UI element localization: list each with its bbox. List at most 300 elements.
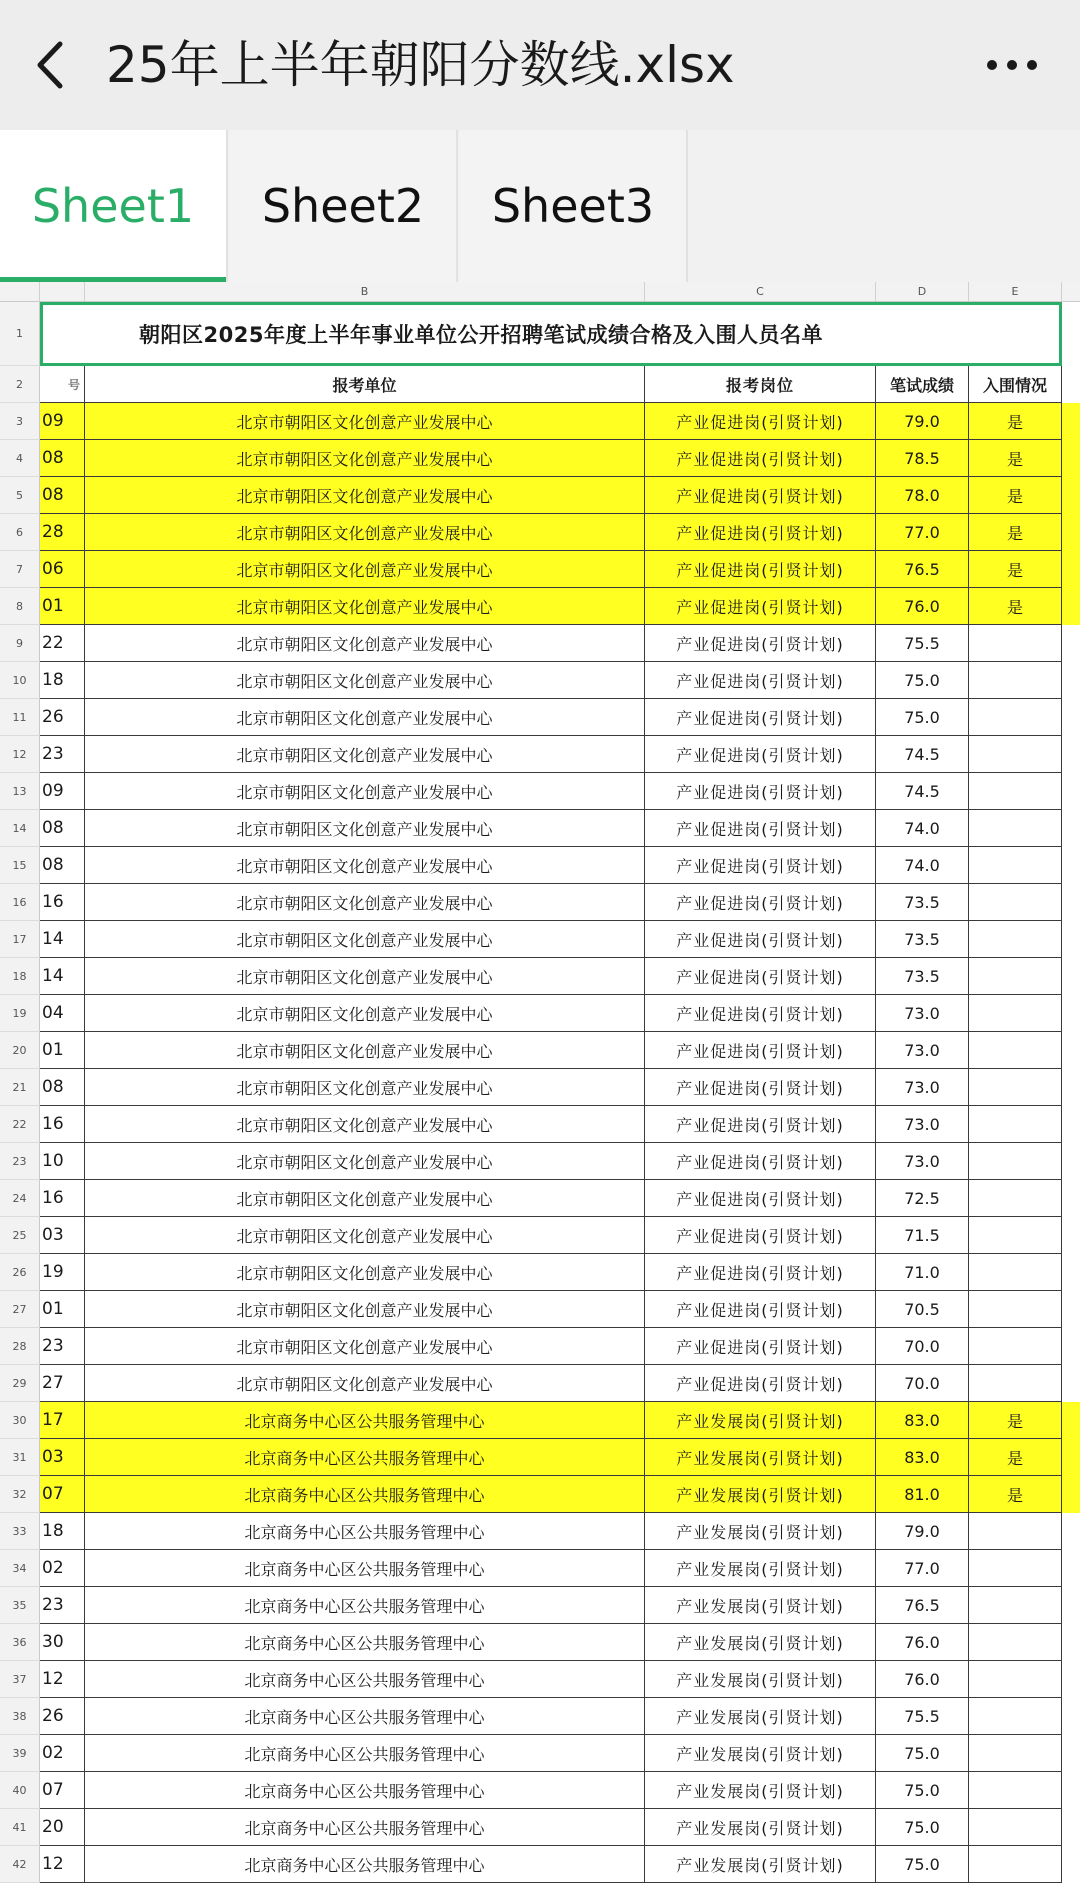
cell-score[interactable]: 79.0 bbox=[876, 403, 969, 440]
cell-extra[interactable] bbox=[1062, 1624, 1080, 1661]
cell-post[interactable]: 产业促进岗(引贤计划) bbox=[645, 699, 876, 736]
cell-extra[interactable] bbox=[1062, 403, 1080, 440]
row-number[interactable]: 4 bbox=[0, 440, 40, 477]
cell-extra[interactable] bbox=[1062, 1143, 1080, 1180]
cell-status[interactable] bbox=[969, 736, 1062, 773]
cell-status[interactable] bbox=[969, 662, 1062, 699]
column-header-e[interactable]: E bbox=[969, 282, 1062, 302]
header-cell-id[interactable]: 号 bbox=[40, 366, 85, 403]
cell-post[interactable]: 产业发展岗(引贤计划) bbox=[645, 1624, 876, 1661]
cell-score[interactable]: 71.5 bbox=[876, 1217, 969, 1254]
cell-id[interactable]: 01 bbox=[40, 1291, 85, 1328]
cell-post[interactable]: 产业发展岗(引贤计划) bbox=[645, 1661, 876, 1698]
cell-extra[interactable] bbox=[1062, 1032, 1080, 1069]
cell-unit[interactable]: 北京商务中心区公共服务管理中心 bbox=[85, 1661, 645, 1698]
row-number[interactable]: 19 bbox=[0, 995, 40, 1032]
cell-status[interactable] bbox=[969, 1069, 1062, 1106]
cell-id[interactable]: 06 bbox=[40, 551, 85, 588]
cell-score[interactable]: 76.5 bbox=[876, 1587, 969, 1624]
tab-sheet1[interactable]: Sheet1 bbox=[0, 130, 228, 282]
cell-score[interactable]: 75.5 bbox=[876, 625, 969, 662]
tab-sheet3[interactable]: Sheet3 bbox=[460, 130, 688, 282]
cell-id[interactable]: 09 bbox=[40, 403, 85, 440]
row-number[interactable]: 9 bbox=[0, 625, 40, 662]
cell-score[interactable]: 73.5 bbox=[876, 958, 969, 995]
cell-extra[interactable] bbox=[1062, 1439, 1080, 1476]
cell-unit[interactable]: 北京市朝阳区文化创意产业发展中心 bbox=[85, 1143, 645, 1180]
cell-status[interactable] bbox=[969, 1180, 1062, 1217]
row-number[interactable]: 22 bbox=[0, 1106, 40, 1143]
cell-status[interactable]: 是 bbox=[969, 440, 1062, 477]
cell-status[interactable] bbox=[969, 1217, 1062, 1254]
row-number[interactable]: 42 bbox=[0, 1846, 40, 1883]
cell-id[interactable]: 18 bbox=[40, 1513, 85, 1550]
row-number[interactable]: 32 bbox=[0, 1476, 40, 1513]
cell-unit[interactable]: 北京商务中心区公共服务管理中心 bbox=[85, 1809, 645, 1846]
cell-post[interactable]: 产业促进岗(引贤计划) bbox=[645, 958, 876, 995]
cell-post[interactable]: 产业促进岗(引贤计划) bbox=[645, 588, 876, 625]
cell-post[interactable]: 产业促进岗(引贤计划) bbox=[645, 551, 876, 588]
cell-id[interactable]: 04 bbox=[40, 995, 85, 1032]
cell-score[interactable]: 70.0 bbox=[876, 1328, 969, 1365]
cell-post[interactable]: 产业促进岗(引贤计划) bbox=[645, 1254, 876, 1291]
cell-unit[interactable]: 北京商务中心区公共服务管理中心 bbox=[85, 1513, 645, 1550]
cell-id[interactable]: 19 bbox=[40, 1254, 85, 1291]
cell-unit[interactable]: 北京市朝阳区文化创意产业发展中心 bbox=[85, 884, 645, 921]
row-number[interactable]: 2 bbox=[0, 366, 40, 403]
cell-status[interactable]: 是 bbox=[969, 403, 1062, 440]
cell-extra[interactable] bbox=[1062, 1550, 1080, 1587]
cell-post[interactable]: 产业发展岗(引贤计划) bbox=[645, 1846, 876, 1883]
cell-score[interactable]: 70.5 bbox=[876, 1291, 969, 1328]
cell-unit[interactable]: 北京市朝阳区文化创意产业发展中心 bbox=[85, 810, 645, 847]
cell-id[interactable]: 27 bbox=[40, 1365, 85, 1402]
cell-id[interactable]: 03 bbox=[40, 1217, 85, 1254]
cell-id[interactable]: 07 bbox=[40, 1772, 85, 1809]
cell-unit[interactable]: 北京商务中心区公共服务管理中心 bbox=[85, 1698, 645, 1735]
cell-status[interactable]: 是 bbox=[969, 1439, 1062, 1476]
cell-unit[interactable]: 北京商务中心区公共服务管理中心 bbox=[85, 1587, 645, 1624]
cell-unit[interactable]: 北京商务中心区公共服务管理中心 bbox=[85, 1624, 645, 1661]
cell-score[interactable]: 74.5 bbox=[876, 736, 969, 773]
cell-score[interactable]: 75.0 bbox=[876, 1735, 969, 1772]
cell-unit[interactable]: 北京市朝阳区文化创意产业发展中心 bbox=[85, 1328, 645, 1365]
cell-id[interactable]: 14 bbox=[40, 958, 85, 995]
cell-extra[interactable] bbox=[1062, 1661, 1080, 1698]
cell-score[interactable]: 76.5 bbox=[876, 551, 969, 588]
row-number[interactable]: 30 bbox=[0, 1402, 40, 1439]
cell-post[interactable]: 产业促进岗(引贤计划) bbox=[645, 662, 876, 699]
cell-post[interactable]: 产业促进岗(引贤计划) bbox=[645, 736, 876, 773]
cell-score[interactable]: 76.0 bbox=[876, 1624, 969, 1661]
row-number[interactable]: 16 bbox=[0, 884, 40, 921]
cell-unit[interactable]: 北京市朝阳区文化创意产业发展中心 bbox=[85, 1254, 645, 1291]
cell-post[interactable]: 产业促进岗(引贤计划) bbox=[645, 625, 876, 662]
cell-score[interactable]: 81.0 bbox=[876, 1476, 969, 1513]
cell-post[interactable]: 产业发展岗(引贤计划) bbox=[645, 1772, 876, 1809]
cell-extra[interactable] bbox=[1062, 921, 1080, 958]
cell-extra[interactable] bbox=[1062, 1809, 1080, 1846]
row-number[interactable]: 13 bbox=[0, 773, 40, 810]
cell-post[interactable]: 产业促进岗(引贤计划) bbox=[645, 1143, 876, 1180]
cell-extra[interactable] bbox=[1062, 440, 1080, 477]
cell-id[interactable]: 18 bbox=[40, 662, 85, 699]
cell-status[interactable]: 是 bbox=[969, 477, 1062, 514]
cell-score[interactable]: 75.0 bbox=[876, 699, 969, 736]
cell-status[interactable] bbox=[969, 1291, 1062, 1328]
cell-id[interactable]: 23 bbox=[40, 736, 85, 773]
cell-id[interactable]: 16 bbox=[40, 884, 85, 921]
cell-post[interactable]: 产业促进岗(引贤计划) bbox=[645, 847, 876, 884]
corner-cell[interactable] bbox=[0, 282, 40, 302]
cell-extra[interactable] bbox=[1062, 884, 1080, 921]
row-number[interactable]: 18 bbox=[0, 958, 40, 995]
cell-unit[interactable]: 北京市朝阳区文化创意产业发展中心 bbox=[85, 1069, 645, 1106]
cell-status[interactable] bbox=[969, 1809, 1062, 1846]
cell-status[interactable] bbox=[969, 625, 1062, 662]
row-number[interactable]: 28 bbox=[0, 1328, 40, 1365]
cell-id[interactable]: 08 bbox=[40, 810, 85, 847]
cell-status[interactable] bbox=[969, 847, 1062, 884]
cell-score[interactable]: 76.0 bbox=[876, 588, 969, 625]
header-cell-score[interactable]: 笔试成绩 bbox=[876, 366, 969, 403]
cell-status[interactable]: 是 bbox=[969, 551, 1062, 588]
cell-id[interactable]: 03 bbox=[40, 1439, 85, 1476]
cell-extra[interactable] bbox=[1062, 1069, 1080, 1106]
cell-post[interactable]: 产业促进岗(引贤计划) bbox=[645, 403, 876, 440]
header-cell-status[interactable]: 入围情况 bbox=[969, 366, 1062, 403]
cell-unit[interactable]: 北京市朝阳区文化创意产业发展中心 bbox=[85, 1365, 645, 1402]
cell-score[interactable]: 73.0 bbox=[876, 1143, 969, 1180]
row-number[interactable]: 41 bbox=[0, 1809, 40, 1846]
row-number[interactable]: 14 bbox=[0, 810, 40, 847]
row-number[interactable]: 24 bbox=[0, 1180, 40, 1217]
spreadsheet-grid[interactable] bbox=[0, 282, 1080, 1893]
cell-extra[interactable] bbox=[1062, 625, 1080, 662]
cell-score[interactable]: 78.5 bbox=[876, 440, 969, 477]
cell-post[interactable]: 产业促进岗(引贤计划) bbox=[645, 1032, 876, 1069]
cell-extra[interactable] bbox=[1062, 1587, 1080, 1624]
row-number[interactable]: 23 bbox=[0, 1143, 40, 1180]
cell-id[interactable]: 08 bbox=[40, 1069, 85, 1106]
cell-score[interactable]: 77.0 bbox=[876, 1550, 969, 1587]
cell-post[interactable]: 产业促进岗(引贤计划) bbox=[645, 1291, 876, 1328]
cell-status[interactable] bbox=[969, 1328, 1062, 1365]
row-number[interactable]: 37 bbox=[0, 1661, 40, 1698]
cell-unit[interactable]: 北京市朝阳区文化创意产业发展中心 bbox=[85, 1032, 645, 1069]
cell-post[interactable]: 产业促进岗(引贤计划) bbox=[645, 995, 876, 1032]
cell-extra[interactable] bbox=[1062, 1846, 1080, 1883]
cell-id[interactable]: 14 bbox=[40, 921, 85, 958]
row-number[interactable]: 11 bbox=[0, 699, 40, 736]
cell-unit[interactable]: 北京商务中心区公共服务管理中心 bbox=[85, 1550, 645, 1587]
row-number[interactable]: 35 bbox=[0, 1587, 40, 1624]
row-number[interactable]: 5 bbox=[0, 477, 40, 514]
cell-id[interactable]: 08 bbox=[40, 440, 85, 477]
cell-status[interactable] bbox=[969, 699, 1062, 736]
cell-status[interactable]: 是 bbox=[969, 1476, 1062, 1513]
cell-score[interactable]: 75.0 bbox=[876, 662, 969, 699]
row-number[interactable]: 34 bbox=[0, 1550, 40, 1587]
cell-id[interactable]: 07 bbox=[40, 1476, 85, 1513]
cell-post[interactable]: 产业促进岗(引贤计划) bbox=[645, 1217, 876, 1254]
cell-post[interactable]: 产业发展岗(引贤计划) bbox=[645, 1513, 876, 1550]
cell-id[interactable]: 20 bbox=[40, 1809, 85, 1846]
cell-id[interactable]: 26 bbox=[40, 1698, 85, 1735]
cell-status[interactable]: 是 bbox=[969, 588, 1062, 625]
cell-unit[interactable]: 北京商务中心区公共服务管理中心 bbox=[85, 1439, 645, 1476]
cell-extra[interactable] bbox=[1062, 1254, 1080, 1291]
row-number[interactable]: 15 bbox=[0, 847, 40, 884]
column-header-b[interactable]: B bbox=[85, 282, 645, 302]
cell-score[interactable]: 75.0 bbox=[876, 1846, 969, 1883]
cell-score[interactable]: 73.0 bbox=[876, 995, 969, 1032]
cell-post[interactable]: 产业促进岗(引贤计划) bbox=[645, 514, 876, 551]
cell-score[interactable]: 75.0 bbox=[876, 1809, 969, 1846]
cell-extra[interactable] bbox=[1062, 1328, 1080, 1365]
cell-unit[interactable]: 北京市朝阳区文化创意产业发展中心 bbox=[85, 1106, 645, 1143]
row-number[interactable]: 7 bbox=[0, 551, 40, 588]
tab-sheet2[interactable]: Sheet2 bbox=[230, 130, 458, 282]
row-number[interactable]: 10 bbox=[0, 662, 40, 699]
sheet-title-cell[interactable] bbox=[40, 302, 1062, 366]
cell-post[interactable]: 产业促进岗(引贤计划) bbox=[645, 773, 876, 810]
cell-status[interactable] bbox=[969, 1143, 1062, 1180]
cell-extra[interactable] bbox=[1062, 847, 1080, 884]
cell-id[interactable]: 26 bbox=[40, 699, 85, 736]
cell-id[interactable]: 16 bbox=[40, 1180, 85, 1217]
cell-id[interactable]: 08 bbox=[40, 847, 85, 884]
cell-post[interactable]: 产业促进岗(引贤计划) bbox=[645, 440, 876, 477]
cell-extra[interactable] bbox=[1062, 551, 1080, 588]
cell-unit[interactable]: 北京市朝阳区文化创意产业发展中心 bbox=[85, 1180, 645, 1217]
row-number[interactable]: 3 bbox=[0, 403, 40, 440]
cell-id[interactable]: 02 bbox=[40, 1735, 85, 1772]
cell-post[interactable]: 产业发展岗(引贤计划) bbox=[645, 1402, 876, 1439]
cell-extra[interactable] bbox=[1062, 1365, 1080, 1402]
cell-status[interactable] bbox=[969, 1587, 1062, 1624]
cell-unit[interactable]: 北京市朝阳区文化创意产业发展中心 bbox=[85, 625, 645, 662]
row-number[interactable]: 8 bbox=[0, 588, 40, 625]
cell-id[interactable]: 09 bbox=[40, 773, 85, 810]
column-header-a[interactable] bbox=[40, 282, 85, 302]
cell-id[interactable]: 08 bbox=[40, 477, 85, 514]
cell-status[interactable] bbox=[969, 1624, 1062, 1661]
cell-id[interactable]: 01 bbox=[40, 1032, 85, 1069]
cell-score[interactable]: 75.5 bbox=[876, 1698, 969, 1735]
cell-extra[interactable] bbox=[1062, 1217, 1080, 1254]
row-number[interactable]: 27 bbox=[0, 1291, 40, 1328]
cell-extra[interactable] bbox=[1062, 736, 1080, 773]
cell-unit[interactable]: 北京商务中心区公共服务管理中心 bbox=[85, 1735, 645, 1772]
row-number[interactable]: 26 bbox=[0, 1254, 40, 1291]
cell-id[interactable]: 16 bbox=[40, 1106, 85, 1143]
cell-post[interactable]: 产业促进岗(引贤计划) bbox=[645, 1365, 876, 1402]
cell-extra[interactable] bbox=[1062, 773, 1080, 810]
cell-unit[interactable]: 北京市朝阳区文化创意产业发展中心 bbox=[85, 551, 645, 588]
cell-score[interactable]: 70.0 bbox=[876, 1365, 969, 1402]
column-header-c[interactable]: C bbox=[645, 282, 876, 302]
row-number[interactable]: 25 bbox=[0, 1217, 40, 1254]
cell-post[interactable]: 产业发展岗(引贤计划) bbox=[645, 1735, 876, 1772]
cell-id[interactable]: 12 bbox=[40, 1846, 85, 1883]
cell-status[interactable] bbox=[969, 1550, 1062, 1587]
cell-score[interactable]: 71.0 bbox=[876, 1254, 969, 1291]
row-number[interactable]: 29 bbox=[0, 1365, 40, 1402]
cell-extra[interactable] bbox=[1062, 1106, 1080, 1143]
cell-id[interactable]: 02 bbox=[40, 1550, 85, 1587]
column-header-d[interactable]: D bbox=[876, 282, 969, 302]
cell-status[interactable]: 是 bbox=[969, 514, 1062, 551]
cell-extra[interactable] bbox=[1062, 699, 1080, 736]
cell-status[interactable] bbox=[969, 884, 1062, 921]
cell-unit[interactable]: 北京市朝阳区文化创意产业发展中心 bbox=[85, 662, 645, 699]
cell-score[interactable]: 83.0 bbox=[876, 1439, 969, 1476]
cell-post[interactable]: 产业发展岗(引贤计划) bbox=[645, 1698, 876, 1735]
cell-id[interactable]: 01 bbox=[40, 588, 85, 625]
cell-unit[interactable]: 北京商务中心区公共服务管理中心 bbox=[85, 1402, 645, 1439]
cell-unit[interactable]: 北京市朝阳区文化创意产业发展中心 bbox=[85, 440, 645, 477]
cell-extra[interactable] bbox=[1062, 958, 1080, 995]
cell-post[interactable]: 产业发展岗(引贤计划) bbox=[645, 1550, 876, 1587]
header-cell-extra[interactable] bbox=[1062, 366, 1080, 403]
cell-extra[interactable] bbox=[1062, 588, 1080, 625]
cell-score[interactable]: 83.0 bbox=[876, 1402, 969, 1439]
cell-status[interactable] bbox=[969, 1661, 1062, 1698]
cell-score[interactable]: 73.0 bbox=[876, 1106, 969, 1143]
cell-unit[interactable]: 北京市朝阳区文化创意产业发展中心 bbox=[85, 477, 645, 514]
more-horizontal-icon[interactable] bbox=[984, 50, 1040, 80]
row-number[interactable]: 38 bbox=[0, 1698, 40, 1735]
cell-unit[interactable]: 北京商务中心区公共服务管理中心 bbox=[85, 1846, 645, 1883]
cell-id[interactable]: 28 bbox=[40, 514, 85, 551]
cell-status[interactable] bbox=[969, 958, 1062, 995]
cell-status[interactable] bbox=[969, 1032, 1062, 1069]
cell-post[interactable]: 产业促进岗(引贤计划) bbox=[645, 810, 876, 847]
cell-status[interactable] bbox=[969, 1365, 1062, 1402]
cell-extra[interactable] bbox=[1062, 810, 1080, 847]
cell-status[interactable] bbox=[969, 773, 1062, 810]
cell-post[interactable]: 产业发展岗(引贤计划) bbox=[645, 1439, 876, 1476]
cell-post[interactable]: 产业发展岗(引贤计划) bbox=[645, 1809, 876, 1846]
row-number[interactable]: 36 bbox=[0, 1624, 40, 1661]
cell-extra[interactable] bbox=[1062, 477, 1080, 514]
cell-extra[interactable] bbox=[1062, 1698, 1080, 1735]
row-number[interactable]: 20 bbox=[0, 1032, 40, 1069]
row-number[interactable]: 1 bbox=[0, 302, 40, 366]
cell-status[interactable]: 是 bbox=[969, 1402, 1062, 1439]
cell-unit[interactable]: 北京市朝阳区文化创意产业发展中心 bbox=[85, 403, 645, 440]
cell-post[interactable]: 产业促进岗(引贤计划) bbox=[645, 921, 876, 958]
cell-status[interactable] bbox=[969, 1772, 1062, 1809]
cell-extra[interactable] bbox=[1062, 1476, 1080, 1513]
cell-extra[interactable] bbox=[1062, 1402, 1080, 1439]
cell-unit[interactable]: 北京商务中心区公共服务管理中心 bbox=[85, 1476, 645, 1513]
cell-unit[interactable]: 北京市朝阳区文化创意产业发展中心 bbox=[85, 921, 645, 958]
cell-score[interactable]: 77.0 bbox=[876, 514, 969, 551]
cell-status[interactable] bbox=[969, 1513, 1062, 1550]
cell-unit[interactable]: 北京商务中心区公共服务管理中心 bbox=[85, 1772, 645, 1809]
cell-id[interactable]: 17 bbox=[40, 1402, 85, 1439]
cell-unit[interactable]: 北京市朝阳区文化创意产业发展中心 bbox=[85, 995, 645, 1032]
cell-id[interactable]: 10 bbox=[40, 1143, 85, 1180]
cell-extra[interactable] bbox=[1062, 1735, 1080, 1772]
cell-post[interactable]: 产业发展岗(引贤计划) bbox=[645, 1587, 876, 1624]
cell-id[interactable]: 23 bbox=[40, 1328, 85, 1365]
cell-score[interactable]: 79.0 bbox=[876, 1513, 969, 1550]
cell-status[interactable] bbox=[969, 1106, 1062, 1143]
cell-extra[interactable] bbox=[1062, 662, 1080, 699]
cell-score[interactable]: 73.5 bbox=[876, 921, 969, 958]
row-number[interactable]: 17 bbox=[0, 921, 40, 958]
cell-score[interactable]: 73.0 bbox=[876, 1069, 969, 1106]
cell-unit[interactable]: 北京市朝阳区文化创意产业发展中心 bbox=[85, 736, 645, 773]
cell-score[interactable]: 74.0 bbox=[876, 810, 969, 847]
cell-extra[interactable] bbox=[1062, 1513, 1080, 1550]
cell-score[interactable]: 75.0 bbox=[876, 1772, 969, 1809]
cell-id[interactable]: 23 bbox=[40, 1587, 85, 1624]
cell-id[interactable]: 22 bbox=[40, 625, 85, 662]
cell-post[interactable]: 产业促进岗(引贤计划) bbox=[645, 1328, 876, 1365]
cell-unit[interactable]: 北京市朝阳区文化创意产业发展中心 bbox=[85, 847, 645, 884]
cell-unit[interactable]: 北京市朝阳区文化创意产业发展中心 bbox=[85, 699, 645, 736]
cell-extra[interactable] bbox=[1062, 514, 1080, 551]
cell-post[interactable]: 产业发展岗(引贤计划) bbox=[645, 1476, 876, 1513]
cell-extra[interactable] bbox=[1062, 1180, 1080, 1217]
cell-unit[interactable]: 北京市朝阳区文化创意产业发展中心 bbox=[85, 773, 645, 810]
row-number[interactable]: 40 bbox=[0, 1772, 40, 1809]
cell-status[interactable] bbox=[969, 1698, 1062, 1735]
chevron-left-icon[interactable] bbox=[30, 38, 74, 92]
cell-score[interactable]: 78.0 bbox=[876, 477, 969, 514]
row-number[interactable]: 33 bbox=[0, 1513, 40, 1550]
cell-unit[interactable]: 北京市朝阳区文化创意产业发展中心 bbox=[85, 588, 645, 625]
cell-status[interactable] bbox=[969, 995, 1062, 1032]
header-cell-post[interactable]: 报考岗位 bbox=[645, 366, 876, 403]
cell-post[interactable]: 产业促进岗(引贤计划) bbox=[645, 1106, 876, 1143]
cell-score[interactable]: 74.0 bbox=[876, 847, 969, 884]
cell-score[interactable]: 73.5 bbox=[876, 884, 969, 921]
cell-status[interactable] bbox=[969, 1254, 1062, 1291]
row-number[interactable]: 21 bbox=[0, 1069, 40, 1106]
cell-extra[interactable] bbox=[1062, 995, 1080, 1032]
cell-status[interactable] bbox=[969, 1846, 1062, 1883]
cell-unit[interactable]: 北京市朝阳区文化创意产业发展中心 bbox=[85, 514, 645, 551]
row-number[interactable]: 12 bbox=[0, 736, 40, 773]
cell-unit[interactable]: 北京市朝阳区文化创意产业发展中心 bbox=[85, 958, 645, 995]
row-number[interactable]: 6 bbox=[0, 514, 40, 551]
header-cell-unit[interactable]: 报考单位 bbox=[85, 366, 645, 403]
cell-score[interactable]: 76.0 bbox=[876, 1661, 969, 1698]
cell-id[interactable]: 30 bbox=[40, 1624, 85, 1661]
cell-status[interactable] bbox=[969, 810, 1062, 847]
cell-post[interactable]: 产业促进岗(引贤计划) bbox=[645, 477, 876, 514]
row-number[interactable]: 31 bbox=[0, 1439, 40, 1476]
cell-id[interactable]: 12 bbox=[40, 1661, 85, 1698]
cell-status[interactable] bbox=[969, 921, 1062, 958]
cell-post[interactable]: 产业促进岗(引贤计划) bbox=[645, 1069, 876, 1106]
cell-score[interactable]: 74.5 bbox=[876, 773, 969, 810]
row-number[interactable]: 39 bbox=[0, 1735, 40, 1772]
cell-score[interactable]: 72.5 bbox=[876, 1180, 969, 1217]
cell-extra[interactable] bbox=[1062, 1291, 1080, 1328]
cell-status[interactable] bbox=[969, 1735, 1062, 1772]
cell-unit[interactable]: 北京市朝阳区文化创意产业发展中心 bbox=[85, 1291, 645, 1328]
cell-unit[interactable]: 北京市朝阳区文化创意产业发展中心 bbox=[85, 1217, 645, 1254]
cell-post[interactable]: 产业促进岗(引贤计划) bbox=[645, 1180, 876, 1217]
cell-post[interactable]: 产业促进岗(引贤计划) bbox=[645, 884, 876, 921]
cell-extra[interactable] bbox=[1062, 1772, 1080, 1809]
